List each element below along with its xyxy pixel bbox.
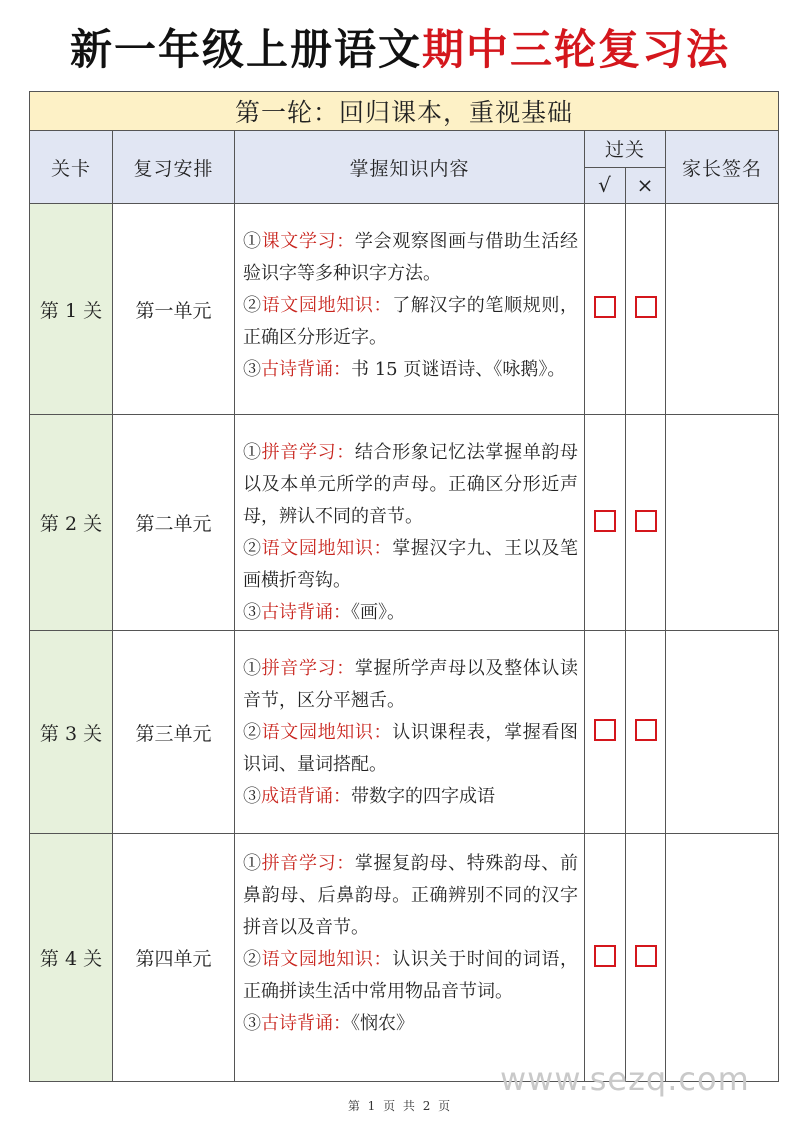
cross-box[interactable]	[635, 510, 657, 532]
gate-cell: 第 2 关	[30, 415, 113, 631]
page-footer: 第 1 页 共 2 页	[347, 1099, 453, 1113]
title-part-1: 新一年级上册语文	[69, 25, 422, 74]
unit-cell: 第二单元	[113, 415, 235, 631]
table-row	[30, 204, 779, 415]
pass-check-cell[interactable]	[585, 834, 626, 1082]
title-part-2: 期中三轮复习法	[422, 25, 731, 74]
content-cell	[235, 204, 585, 415]
cross-box[interactable]	[635, 719, 657, 741]
header-content: 掌握知识内容	[235, 131, 585, 204]
content-cell	[235, 415, 585, 631]
page-title	[0, 22, 800, 78]
content-item: ②语文园地知识：认识课程表，掌握看图识词、量词搭配。	[243, 722, 579, 775]
content-item: ①课文学习：学会观察图画与借助生活经验识字等多种识字方法。	[243, 231, 579, 284]
content-item: ①拼音学习：结合形象记忆法掌握单韵母以及本单元所学的声母。正确区分形近声母，辨认不同的音节。	[243, 442, 579, 527]
gate-cell: 第 1 关	[30, 204, 113, 415]
pass-check-cell[interactable]	[585, 415, 626, 631]
parent-sign-cell[interactable]	[666, 204, 779, 415]
gate-cell: 第 4 关	[30, 834, 113, 1082]
unit-cell: 第三单元	[113, 631, 235, 834]
content-item: ③古诗背诵：书 15 页谜语诗、《咏鹅》。	[243, 359, 566, 380]
parent-sign-cell[interactable]	[666, 631, 779, 834]
pass-check-cell[interactable]	[585, 204, 626, 415]
header-check: √	[585, 167, 626, 204]
content-cell	[235, 834, 585, 1082]
gate-cell: 第 3 关	[30, 631, 113, 834]
parent-sign-cell[interactable]	[666, 834, 779, 1082]
unit-cell: 第四单元	[113, 834, 235, 1082]
check-box[interactable]	[594, 719, 616, 741]
content-item: ②语文园地知识：认识关于时间的词语，正确拼读生活中常用物品音节词。	[243, 949, 579, 1002]
header-cross: ×	[626, 167, 666, 204]
content-cell	[235, 631, 585, 834]
header-sign: 家长签名	[666, 131, 779, 204]
header-gate: 关卡	[30, 131, 113, 204]
content-item: ②语文园地知识：掌握汉字九、王以及笔画横折弯钩。	[243, 538, 579, 591]
header-row	[30, 131, 779, 168]
content-item: ③古诗背诵：《画》。	[243, 602, 405, 623]
content-item: ①拼音学习：掌握复韵母、特殊韵母、前鼻韵母、后鼻韵母。正确辨别不同的汉字拼音以及音节。	[243, 853, 579, 938]
content-item: ①拼音学习：掌握所学声母以及整体认读音节，区分平翘舌。	[243, 658, 579, 711]
header-plan: 复习安排	[113, 131, 235, 204]
parent-sign-cell[interactable]	[666, 415, 779, 631]
content-item: ③古诗背诵：《悯农》	[243, 1013, 414, 1034]
check-box[interactable]	[594, 945, 616, 967]
check-box[interactable]	[594, 510, 616, 532]
pass-cross-cell[interactable]	[626, 631, 666, 834]
check-box[interactable]	[594, 296, 616, 318]
pass-cross-cell[interactable]	[626, 415, 666, 631]
table-row	[30, 415, 779, 631]
table-row	[30, 834, 779, 1082]
cross-box[interactable]	[635, 296, 657, 318]
watermark: www.sezq.com	[500, 1060, 750, 1098]
content-item: ③成语背诵：带数字的四字成语	[243, 786, 495, 807]
unit-cell: 第一单元	[113, 204, 235, 415]
pass-check-cell[interactable]	[585, 631, 626, 834]
round-title: 第一轮：回归课本，重视基础	[30, 92, 779, 131]
header-pass: 过关	[585, 131, 666, 168]
table-row	[30, 631, 779, 834]
round-title-row	[30, 92, 779, 131]
content-item: ②语文园地知识：了解汉字的笔顺规则，正确区分形近字。	[243, 295, 579, 348]
cross-box[interactable]	[635, 945, 657, 967]
pass-cross-cell[interactable]	[626, 834, 666, 1082]
pass-cross-cell[interactable]	[626, 204, 666, 415]
review-table	[29, 91, 779, 1082]
